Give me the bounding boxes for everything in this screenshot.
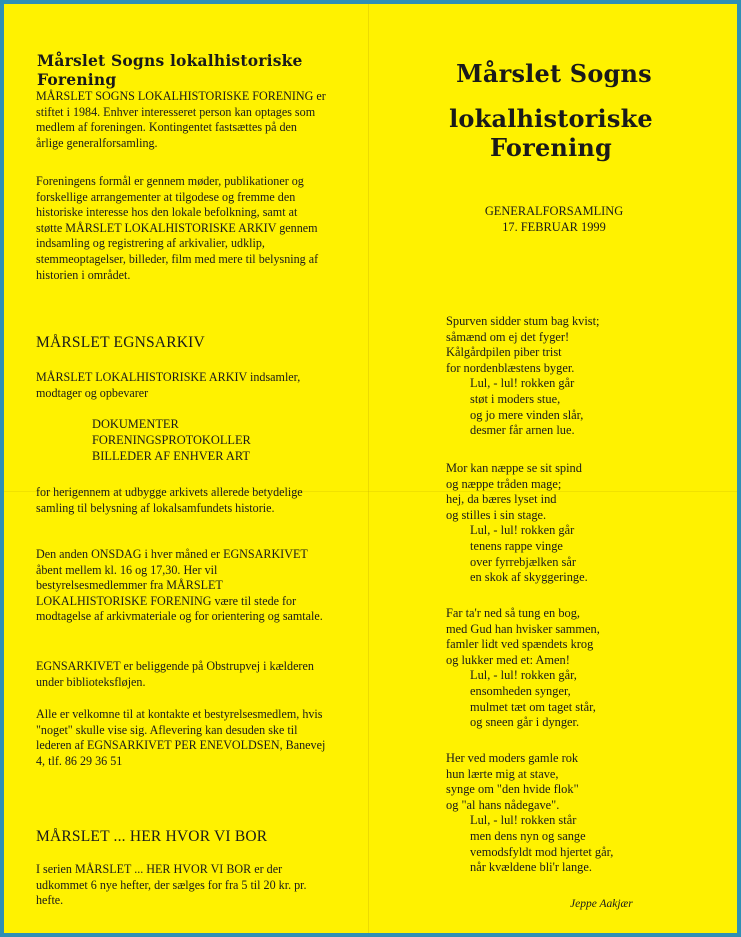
poem-line: tenens rappe vinge: [470, 538, 563, 553]
poem-line: og "al hans nådegave".: [446, 797, 560, 812]
meeting-title: GENERALFORSAMLING: [484, 204, 624, 218]
poem-line: og sneen går i dynger.: [470, 715, 580, 730]
poem-line: synge om "den hvide flok": [446, 782, 579, 797]
archive-p4-text: EGNSARKIVET er beliggende på Obstrupvej i kælderen under biblioteksfløjen.: [36, 659, 314, 689]
poem-line: Lul, - lul! rokken går,: [470, 668, 577, 683]
poem-line: og jo mere vinden slår,: [470, 407, 584, 422]
left-title: Mårslet Sogns lokalhistoriske Forening: [37, 51, 303, 89]
series-p-text: I serien MÅRSLET ... HER HVOR VI BOR er der udkommet 6 nye hefter, der sælges for fra 5 til 20 kr. pr. hefte.: [36, 862, 307, 908]
poem-line: Her ved moders gamle rok: [446, 751, 579, 765]
poem-line: Lul, - lul! rokken går: [470, 376, 575, 391]
poem-line: og næppe tråden mage;: [446, 476, 562, 491]
poem-line: vemodsfyldt mod hjertet går,: [470, 844, 614, 859]
poem-line: hun lærte mig at stave,: [446, 766, 559, 781]
poem-stanza-3: [446, 606, 716, 731]
archive-p2-text: for herigennem at udbygge arkivets allerede betydelige samling til belysning af lokalsamfundets historie.: [36, 485, 303, 515]
poem-line: ensomheden synger,: [470, 683, 571, 698]
poem-stanza-4: [446, 751, 716, 876]
poem-line: for nordenblæstens byger.: [446, 360, 575, 375]
archive-intro-text: MÅRSLET LOKALHISTORISKE ARKIV indsamler, modtager og opbevarer: [36, 370, 301, 400]
archive-paragraph-3: [36, 547, 326, 625]
archive-item-list: [92, 416, 251, 464]
intro-paragraph-1: [36, 89, 326, 151]
poem-line: en skok af skyggeringe.: [470, 570, 588, 585]
meeting-date: 17. FEBRUAR 1999: [502, 219, 606, 234]
poem-line: såmænd om ej det fyger!: [446, 329, 570, 344]
poem-line: hej, da bæres lyset ind: [446, 492, 557, 507]
poem-line: men dens nyn og sange: [470, 828, 586, 843]
intro-p1-text: MÅRSLET SOGNS LOKALHISTORISKE FORENING er stiftet i 1984. Enhver interesseret person kan optages som medlem af foreningen. Kontingentet fastsættes på den årlige generalforsamling.: [36, 89, 326, 150]
section-heading-her-hvor-vi-bor: MÅRSLET ... HER HVOR VI BOR: [36, 828, 268, 845]
poem-line: støt i moders stue,: [470, 391, 561, 406]
archive-item: FORENINGSPROTOKOLLER: [92, 433, 251, 447]
poem-line: og lukker med et: Amen!: [446, 652, 570, 667]
archive-intro: [36, 370, 326, 401]
poem-line: Mor kan næppe se sit spind: [446, 461, 582, 475]
archive-item: BILLEDER AF ENHVER ART: [92, 449, 250, 463]
intro-paragraph-2: [36, 174, 326, 283]
poem-line: mulmet tæt om taget står,: [470, 699, 596, 714]
poem-stanza-1: [446, 314, 716, 439]
poem-line: famler lidt ved spændets krog: [446, 637, 594, 652]
poem-line: Spurven sidder stum bag kvist;: [446, 314, 600, 328]
archive-paragraph-2: [36, 485, 326, 516]
poem-line: over fyrrebjælken sår: [470, 554, 576, 569]
poem-line: og stilles i sin stage.: [446, 507, 547, 522]
poem-line: Far ta'r ned så tung en bog,: [446, 606, 581, 620]
poem-line: Kålgårdpilen piber trist: [446, 345, 562, 360]
archive-paragraph-5: [36, 707, 326, 769]
series-paragraph: [36, 862, 326, 909]
right-title-line-1: Mårslet Sogns: [456, 59, 652, 88]
intro-p2-text: Foreningens formål er gennem møder, publikationer og forskellige arrangementer at tilgodese og fremme den historiske interesse hos den lokale befolkning, samt at støtte MÅRSLET LOKALHISTORISKE ARKIV gennem indsamling og registrering af arkivalier, udklip, stemmeoptagelser, billeder, film med mere til belysning af historien i området.: [36, 174, 319, 282]
archive-paragraph-4: [36, 659, 326, 690]
flyer-page: [4, 4, 737, 933]
poem-author: Jeppe Aakjær: [570, 898, 633, 910]
right-title-line-2: lokalhistoriske Forening: [449, 104, 653, 162]
poem-stanza-2: [446, 461, 716, 586]
section-heading-egnsarkiv: MÅRSLET EGNSARKIV: [36, 334, 205, 351]
poem-line: med Gud han hvisker sammen,: [446, 621, 600, 636]
archive-item: DOKUMENTER: [92, 417, 179, 431]
fold-line-vertical: [368, 4, 369, 933]
poem-line: Lul, - lul! rokken står: [470, 813, 577, 828]
archive-p5-text: Alle er velkomne til at kontakte et bestyrelsesmedlem, hvis "noget" skulle vise sig. Aflevering kan desuden ske til lederen af EGNSARKIVET PER ENEVOLDSEN, Banevej 4, tlf. 86 29 36 51: [36, 707, 326, 768]
meeting-info: [434, 204, 674, 235]
poem-line: når kvældene bli'r lange.: [470, 860, 592, 875]
poem-line: Lul, - lul! rokken går: [470, 523, 575, 538]
archive-p3-text: Den anden ONSDAG i hver måned er EGNSARKIVET åbent mellem kl. 16 og 17,30. Her vil bestyrelsesmedlemmer fra MÅRSLET LOKALHISTORISKE FORENING være til stede for modtagelse af arkivmateriale og for orientering og samtale.: [36, 547, 323, 624]
poem-line: desmer får arnen lue.: [470, 423, 575, 438]
